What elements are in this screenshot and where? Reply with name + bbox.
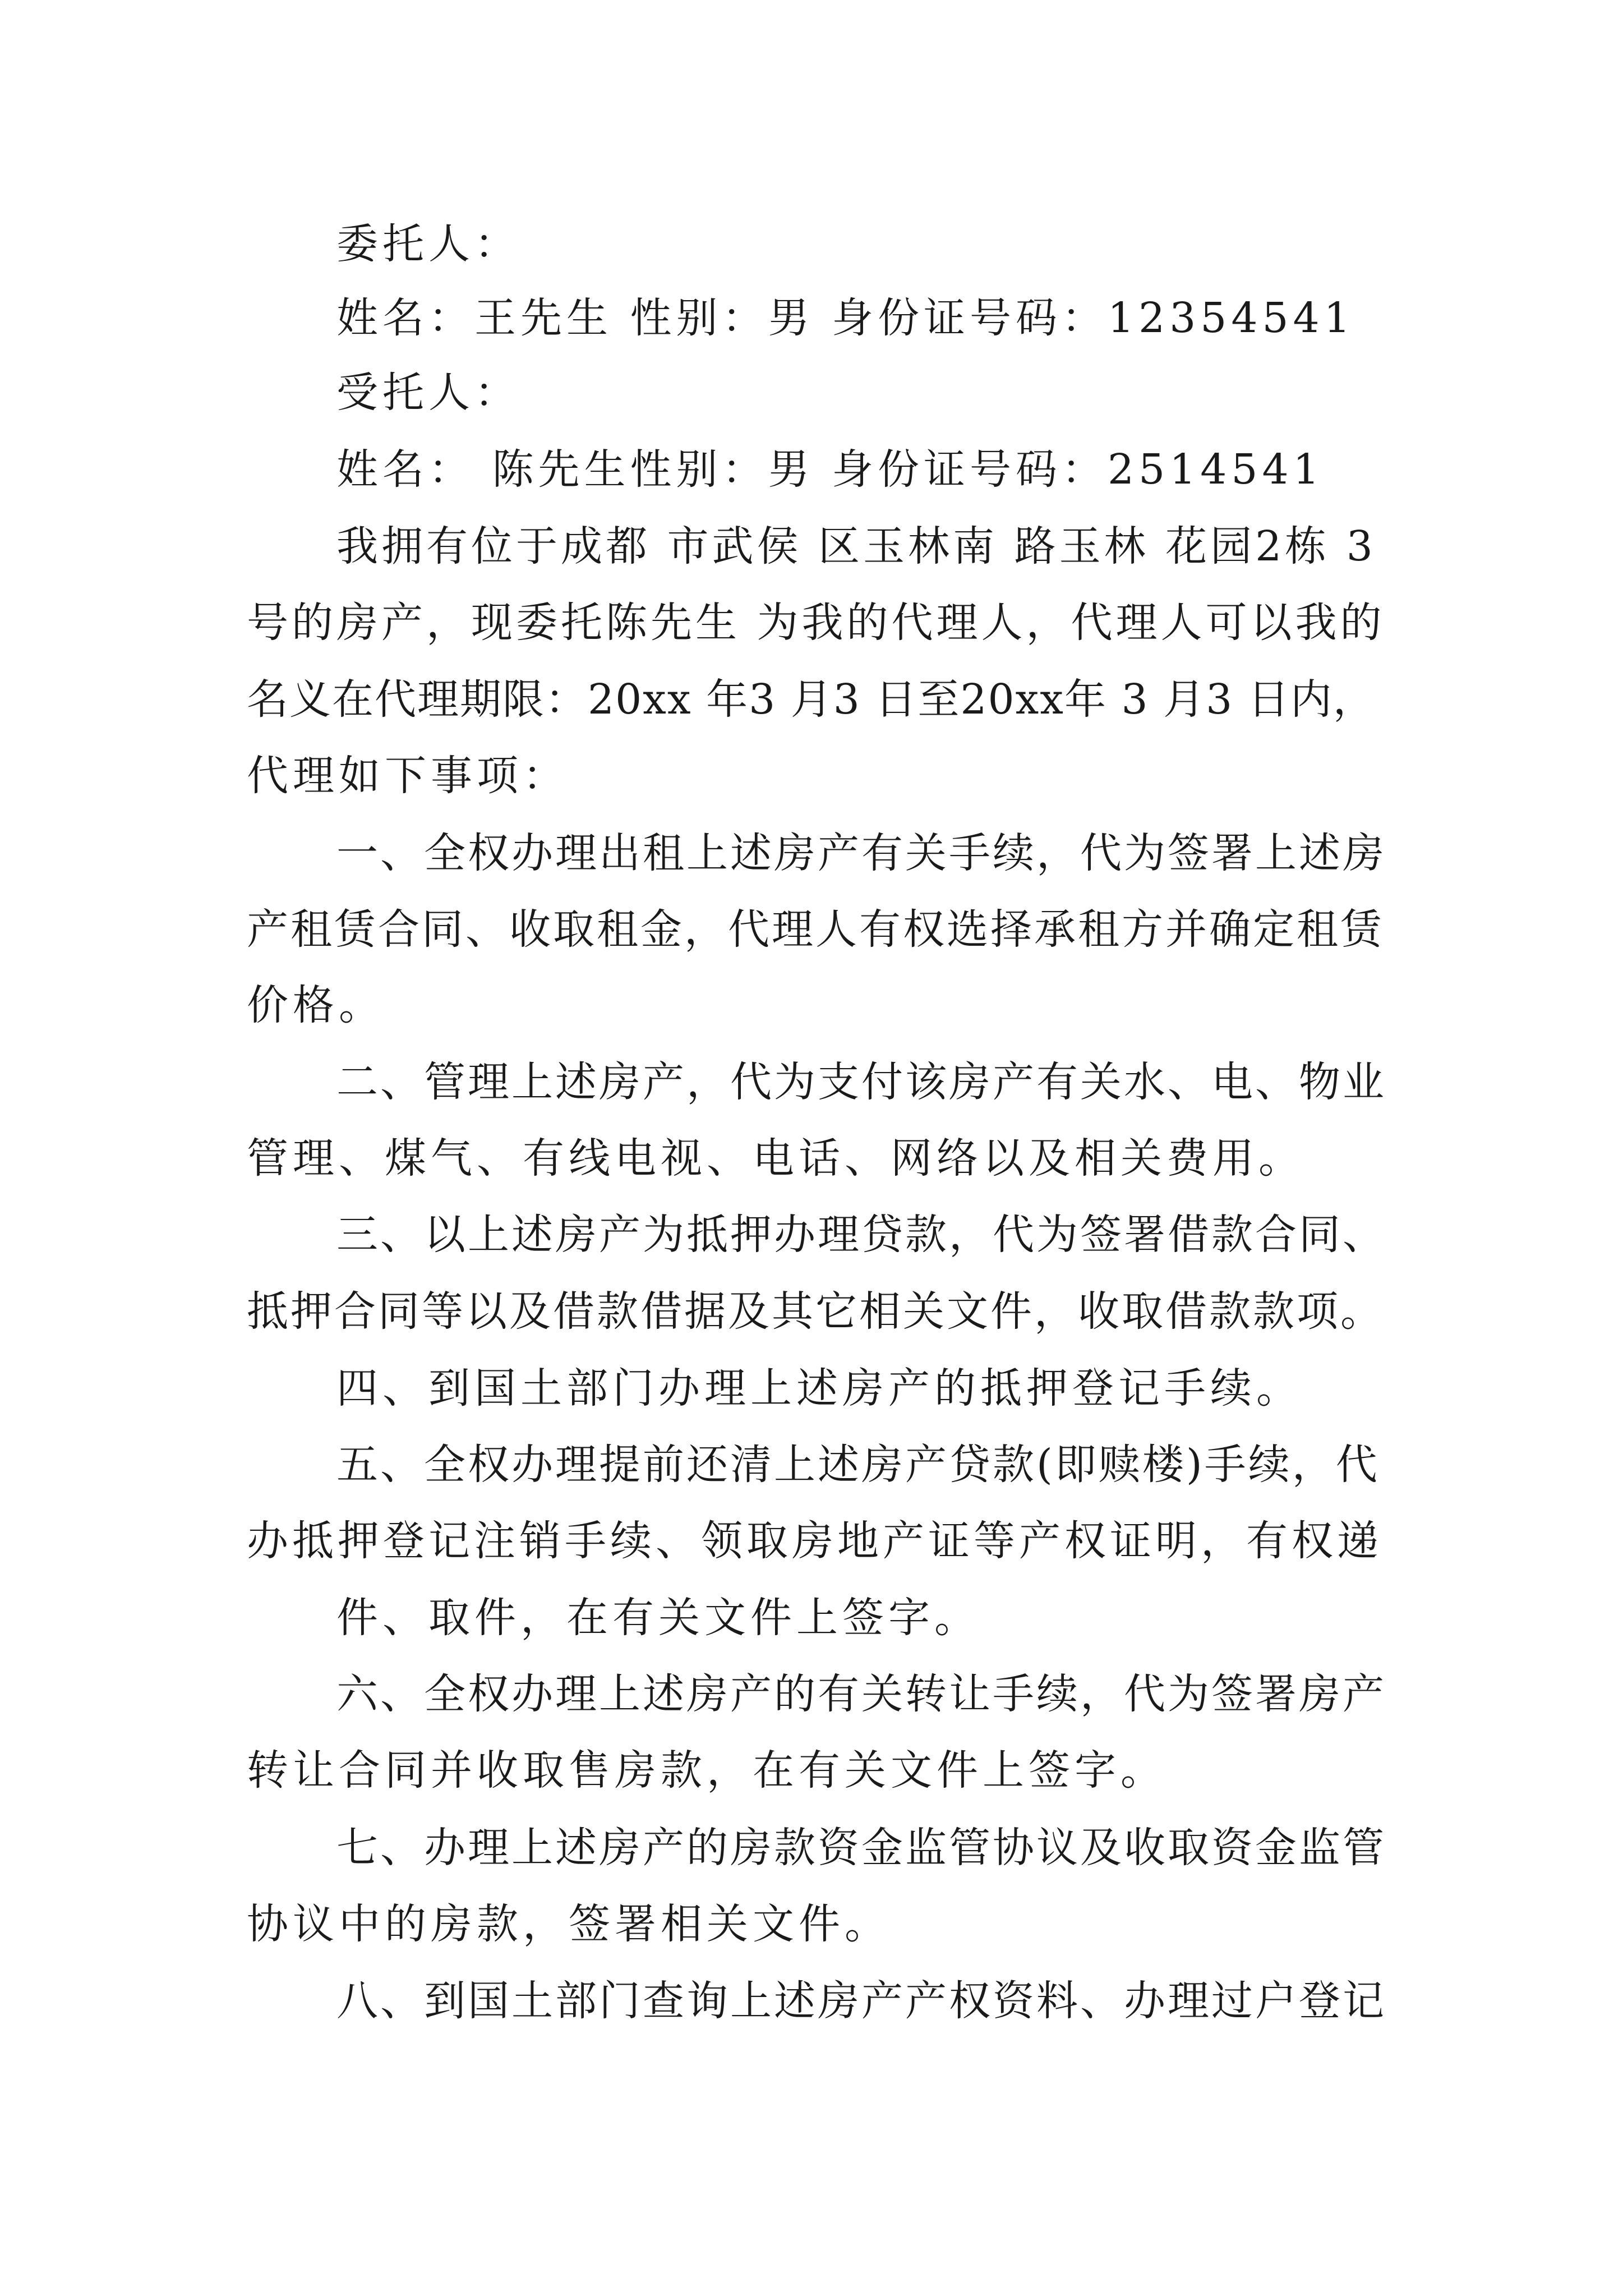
item-5-line: 五、全权办理提前还清上述房产贷款(即赎楼)手续，代 — [336, 1441, 1380, 1489]
item-6-line: 六、全权办理上述房产的有关转让手续，代为签署房产 — [336, 1670, 1386, 1718]
item-1-line: 产租赁合同、收取租金，代理人有权选择承租方并确定租赁 — [247, 905, 1384, 954]
item-8-line: 八、到国土部门查询上述房产产权资料、办理过户登记 — [336, 1977, 1386, 2025]
item-7-line: 协议中的房款，签署相关文件。 — [247, 1900, 891, 1948]
paragraph-line: 我拥有位于成都 市武侯 区玉林南 路玉林 花园2栋 3 — [336, 522, 1376, 570]
agent-info: 姓名： 陈先生性别：男 身份证号码：2514541 — [336, 445, 1324, 494]
principal-info: 姓名：王先生 性别：男 身份证号码：12354541 — [336, 294, 1355, 342]
item-2-line: 管理、煤气、有线电视、电话、网络以及相关费用。 — [247, 1134, 1304, 1182]
item-3-line: 抵押合同等以及借款借据及其它相关文件，收取借款款项。 — [247, 1287, 1384, 1336]
item-2-line: 二、管理上述房产，代为支付该房产有关水、电、物业 — [336, 1058, 1386, 1106]
item-7-line: 七、办理上述房产的房款资金监管协议及收取资金监管 — [336, 1824, 1386, 1872]
paragraph-line: 代理如下事项： — [247, 752, 569, 800]
item-1-line: 价格。 — [247, 981, 385, 1029]
item-4-line: 四、到国土部门办理上述房产的抵押登记手续。 — [336, 1364, 1302, 1412]
paragraph-line: 名义在代理期限：20xx 年3 月3 日至20xx年 3 月3 日内， — [247, 675, 1376, 724]
agent-heading: 受托人： — [336, 369, 520, 417]
item-3-line: 三、以上述房产为抵押办理贷款，代为签署借款合同、 — [336, 1211, 1386, 1259]
principal-heading: 委托人： — [336, 220, 520, 268]
item-6-line: 转让合同并收取售房款，在有关文件上签字。 — [247, 1746, 1166, 1795]
item-5-line: 件、取件，在有关文件上签字。 — [336, 1594, 980, 1642]
paragraph-line: 号的房产，现委托陈先生 为我的代理人，代理人可以我的 — [247, 599, 1385, 647]
item-1-line: 一、全权办理出租上述房产有关手续，代为签署上述房 — [336, 829, 1386, 877]
item-5-line: 办抵押登记注销手续、领取房地产证等产权证明，有权递 — [247, 1517, 1382, 1565]
